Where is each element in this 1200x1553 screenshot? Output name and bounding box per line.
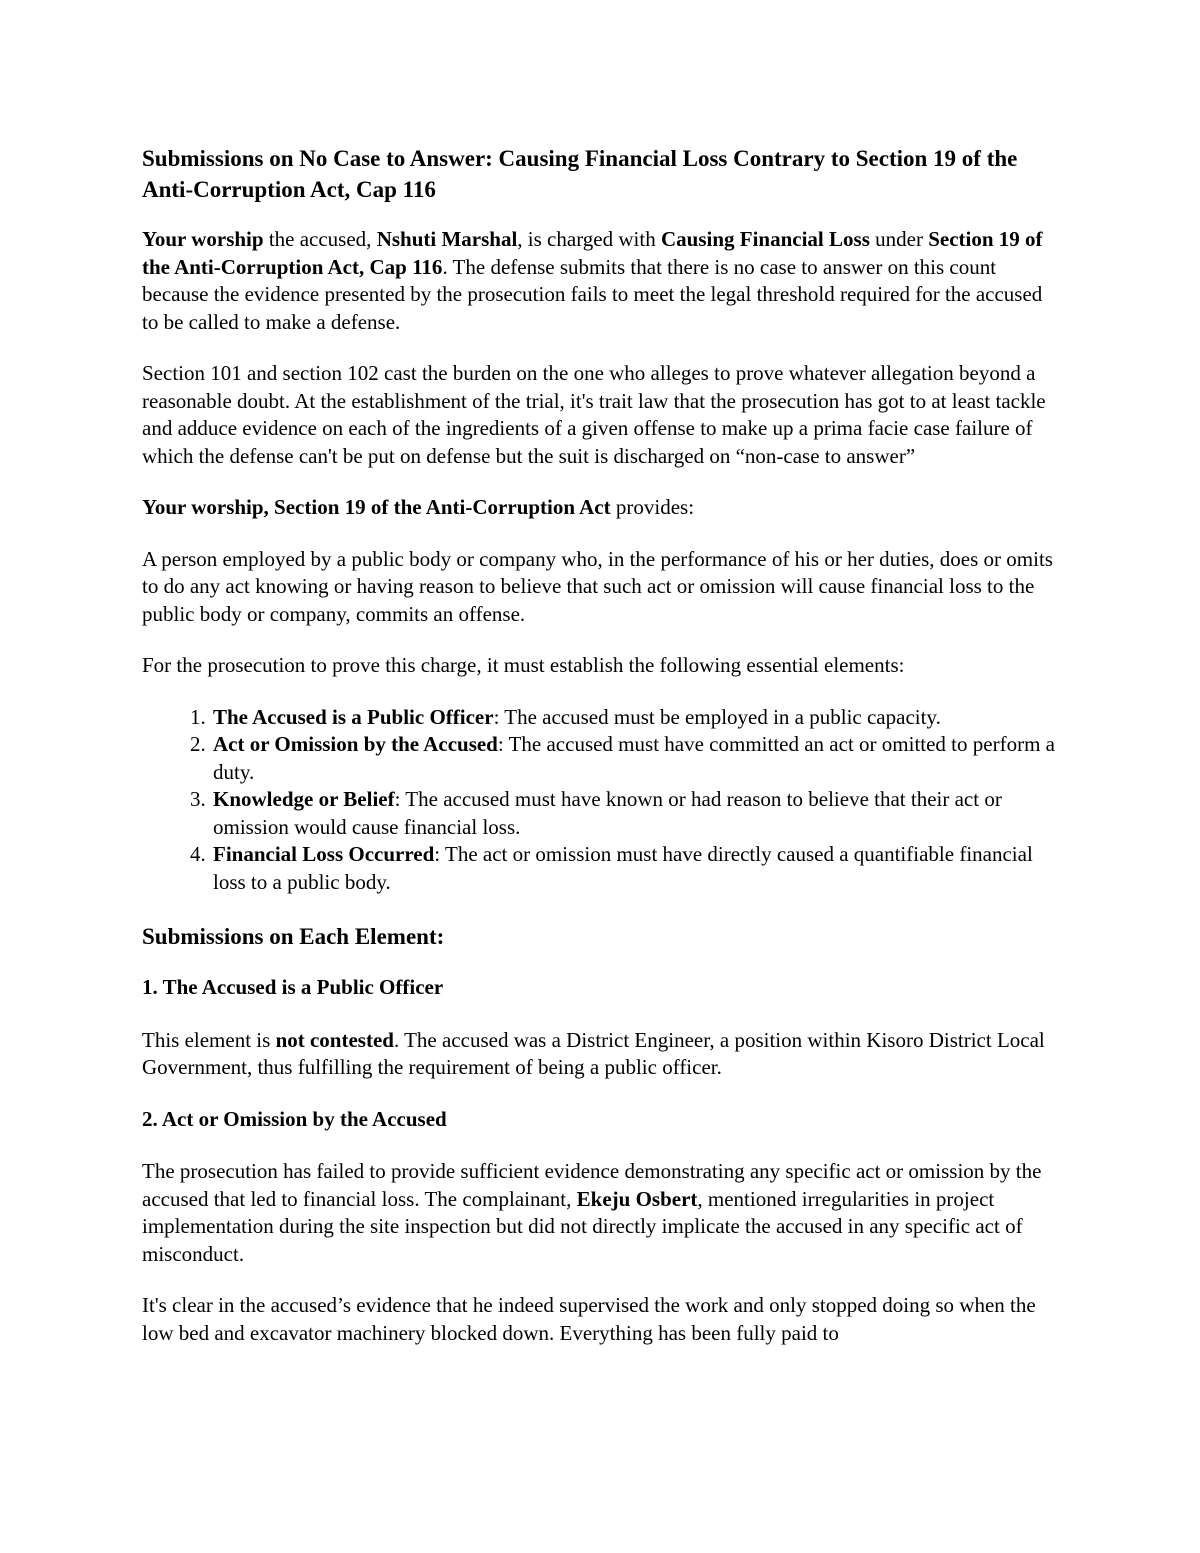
- intro-text-4: . The defense submits that there is no case to answer on this count because the evidence presented by the prosecution fails to meet the legal threshold required for the accused to be called to make a defense.: [142, 254, 1043, 334]
- element1-heading: 1. The Accused is a Public Officer: [142, 975, 444, 999]
- list-item: [211, 704, 1062, 732]
- intro-address: Your worship: [142, 227, 264, 251]
- element1-text-1: This element is: [142, 1027, 276, 1052]
- burden-paragraph: Section 101 and section 102 cast the burden on the one who alleges to prove whatever allegation beyond a reasonable doubt. At the establishment of the trial, it's trait law that the prosecution has got to at least tackle and adduce evidence on each of the ingredients of a given offense to make up a prima facie case failure of which the defense can't be put on defense but the suit is discharged on “non-case to answer”: [142, 361, 1046, 468]
- document-body: [142, 143, 1062, 1371]
- list-item-text: : The accused must be employed in a public capacity.: [493, 704, 941, 729]
- intro-text-3: under: [869, 227, 929, 251]
- list-item-text: : The accused must have committed an act or omitted to perform a duty.: [213, 732, 1055, 784]
- complainant-name: Ekeju Osbert: [576, 1186, 698, 1211]
- list-item-text: : The accused must have known or had reason to believe that their act or omission would cause financial loss.: [213, 787, 1002, 839]
- element1-text-2: . The accused was a District Engineer, a position within Kisoro District Local Government, thus fulfilling the requirement of being a public officer.: [142, 1027, 1045, 1079]
- intro-text-2: , is charged with: [517, 227, 661, 251]
- list-item-title: Act or Omission by the Accused: [213, 732, 498, 756]
- section-heading: Submissions on Each Element:: [142, 924, 445, 949]
- intro-text-1: the accused,: [263, 227, 377, 251]
- intro-paragraph: [142, 226, 1062, 336]
- list-item: [211, 786, 1062, 841]
- element1-bold: not contested: [275, 1027, 394, 1052]
- accused-name: Nshuti Marshal: [376, 227, 518, 251]
- provision-intro-bold: Your worship, Section 19 of the Anti-Corruption Act: [142, 495, 611, 519]
- element2-text-1: The prosecution has failed to provide sufficient evidence demonstrating any specific act or omission by the accused that led to financial loss. The complainant,: [142, 1159, 1042, 1211]
- list-item: [211, 731, 1062, 786]
- provision-intro: [142, 494, 1062, 522]
- elements-intro: For the prosecution to prove this charge, it must establish the following essential elements:: [142, 653, 905, 677]
- element2-paragraph-continued: It's clear in the accused’s evidence that he indeed supervised the work and only stopped doing so when the low bed and excavator machinery blocked down. Everything has been fully paid to: [142, 1293, 1036, 1345]
- element2-heading: 2. Act or Omission by the Accused: [142, 1106, 447, 1131]
- list-item-title: The Accused is a Public Officer: [213, 704, 494, 729]
- statute-reference: Section 19 of the Anti-Corruption Act, Cap 116: [142, 227, 1043, 279]
- element2-paragraph: [142, 1158, 1062, 1268]
- provision-intro-rest: provides:: [610, 495, 695, 519]
- list-item-title: Knowledge or Belief: [213, 787, 395, 811]
- provision-text: A person employed by a public body or company who, in the performance of his or her duties, does or omits to do any act knowing or having reason to believe that such act or omission will cause financial loss to the public body or company, commits an offense.: [142, 546, 1053, 626]
- list-item-title: Financial Loss Occurred: [213, 842, 435, 866]
- list-item-text: : The act or omission must have directly caused a quantifiable financial loss to a public body.: [213, 842, 1033, 894]
- list-item: [211, 841, 1062, 896]
- element2-text-2: , mentioned irregularities in project implementation during the site inspection but did not directly implicate the accused in any specific act of misconduct.: [142, 1186, 1023, 1266]
- charge-name: Causing Financial Loss: [660, 227, 870, 251]
- element1-paragraph: [142, 1027, 1062, 1082]
- document-title: Submissions on No Case to Answer: Causing Financial Loss Contrary to Section 19 of the Anti-Corruption Act, Cap 116: [142, 146, 1018, 202]
- elements-list: [142, 704, 1062, 897]
